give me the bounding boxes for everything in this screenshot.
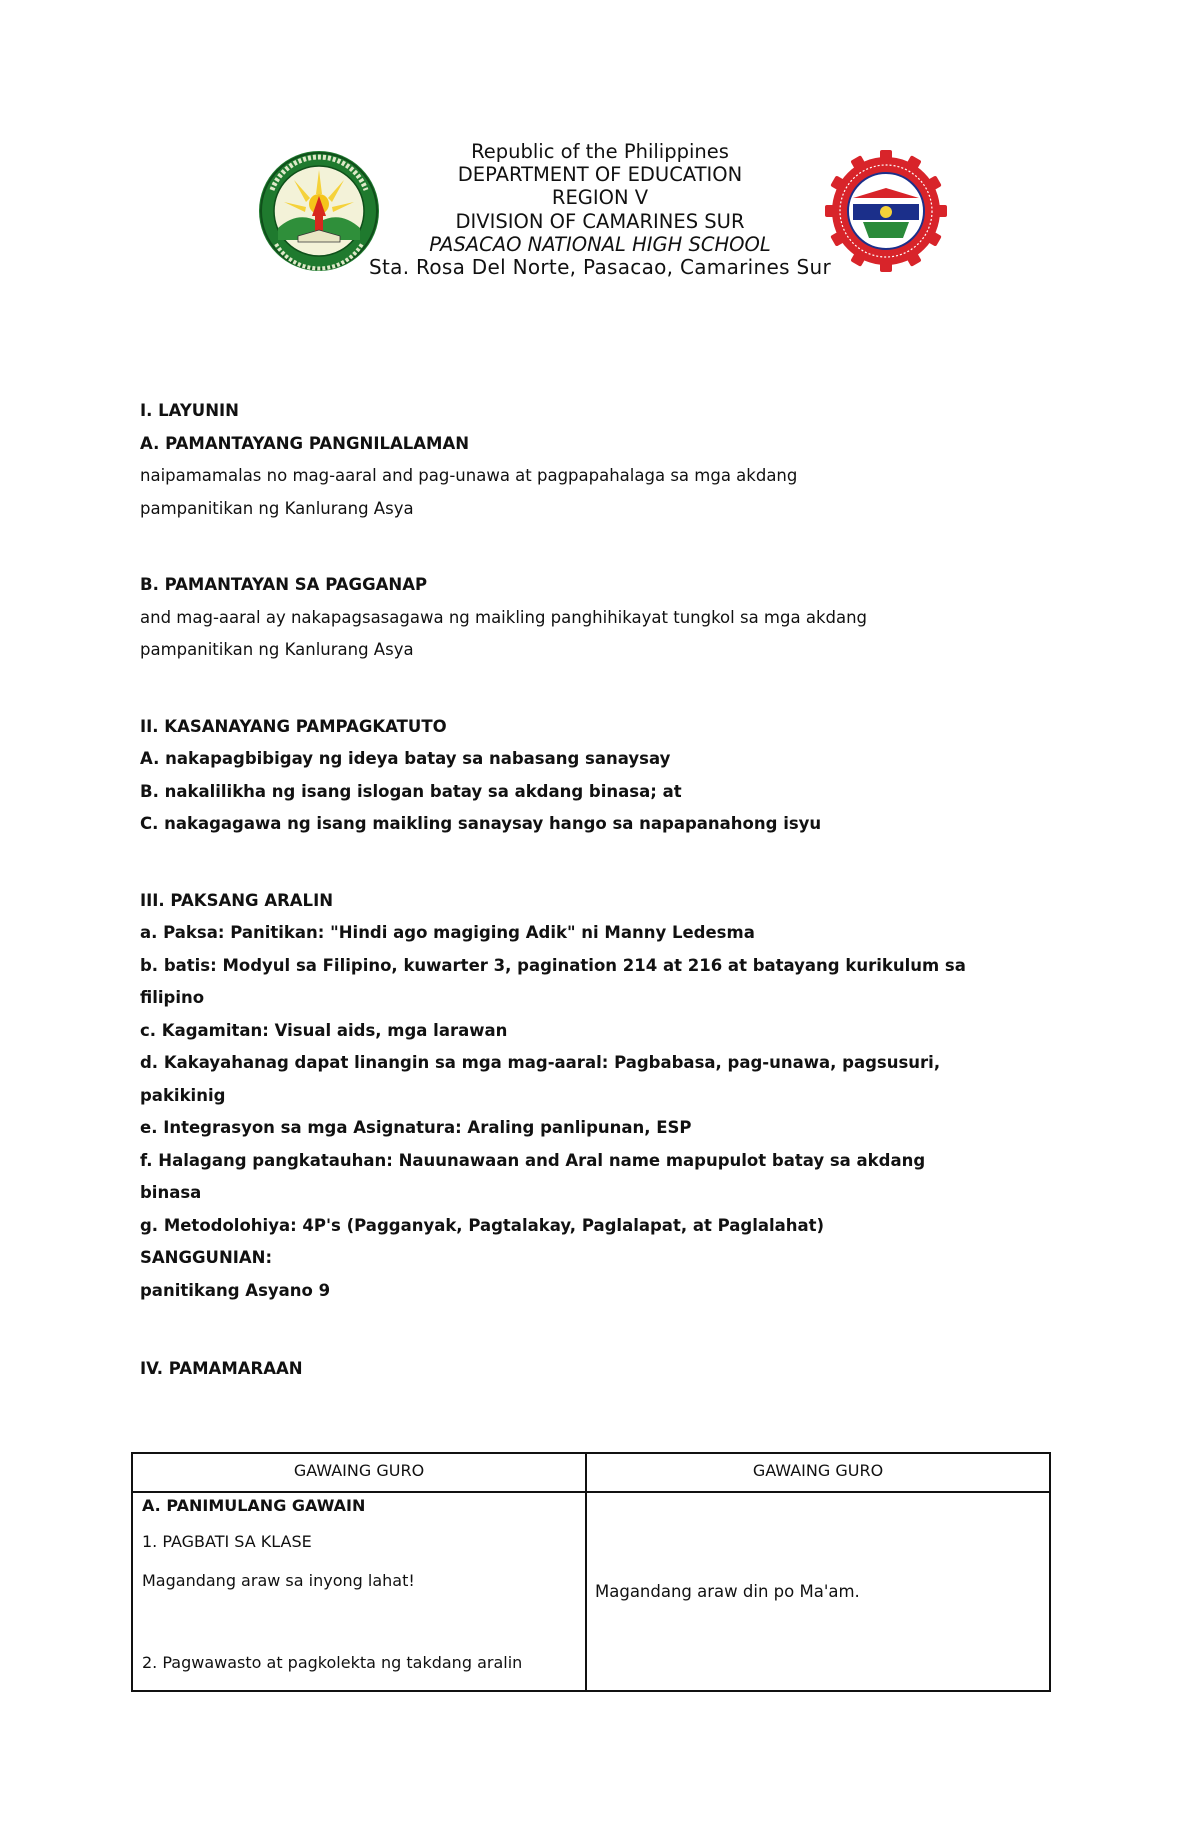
- table-cell-line: Magandang araw sa inyong lahat!: [142, 1571, 415, 1590]
- section-1b-title: B. PAMANTAYAN SA PAGGANAP: [140, 575, 428, 594]
- section-1-title: I. LAYUNIN: [140, 401, 239, 420]
- table-cell-line: 2. Pagwawasto at pagkolekta ng takdang aralin: [142, 1653, 523, 1672]
- section-3-line: d. Kakayahanag dapat linangin sa mga mag-aaral: Pagbabasa, pag-unawa, pagsusuri,: [140, 1053, 941, 1072]
- section-1a-text-line-1: naipamamalas no mag-aaral and pag-unawa at pagpapahalaga sa mga akdang: [140, 466, 798, 485]
- table-header-divider: [133, 1491, 1049, 1493]
- section-1a-title: A. PAMANTAYANG PANGNILALAMAN: [140, 433, 470, 453]
- lesson-plan-body: [140, 395, 1060, 1386]
- document-header: [0, 140, 1200, 279]
- table-header-col-1: GAWAING GURO: [293, 1461, 425, 1480]
- section-3-line: e. Integrasyon sa mga Asignatura: Araling panlipunan, ESP: [140, 1118, 692, 1137]
- section-3-line: f. Halagang pangkatauhan: Nauunawaan and Aral name mapupulot batay sa akdang: [140, 1150, 926, 1170]
- table-cell-student: Magandang araw din po Ma'am.: [595, 1582, 860, 1601]
- section-2-item: B. nakalilikha ng isang islogan batay sa akdang binasa; at: [140, 781, 682, 801]
- section-3-title: III. PAKSANG ARALIN: [140, 890, 334, 910]
- section-3-line: binasa: [140, 1183, 202, 1202]
- section-3-line: pakikinig: [140, 1085, 226, 1105]
- section-2-title: II. KASANAYANG PAMPAGKATUTO: [140, 716, 447, 736]
- activities-table: [131, 1452, 1051, 1692]
- header-republic: Republic of the Philippines: [471, 140, 729, 163]
- section-3-line: filipino: [140, 988, 205, 1007]
- table-cell-teacher: [142, 1494, 582, 1675]
- section-1b-text-line-2: pampanitikan ng Kanlurang Asya: [140, 640, 414, 659]
- section-1a-text-line-2: pampanitikan ng Kanlurang Asya: [140, 498, 414, 518]
- header-department: DEPARTMENT OF EDUCATION: [457, 163, 743, 187]
- section-3-line: g. Metodolohiya: 4P's (Pagganyak, Pagtalakay, Paglalapat, at Paglalahat): [140, 1215, 825, 1235]
- header-region: REGION V: [551, 186, 649, 210]
- section-3-line: b. batis: Modyul sa Filipino, kuwarter 3, pagination 214 at 216 at batayang kurikulum sa: [140, 955, 966, 975]
- section-3-line: c. Kagamitan: Visual aids, mga larawan: [140, 1020, 508, 1040]
- section-2-item: C. nakagagawa ng isang maikling sanaysay hango sa napapanahong isyu: [140, 814, 822, 833]
- section-1b-text-line-1: and mag-aaral ay nakapagsasagawa ng maikling panghihikayat tungkol sa mga akdang: [140, 607, 868, 627]
- section-4-title: IV. PAMAMARAAN: [140, 1359, 303, 1378]
- header-school-name: PASACAO NATIONAL HIGH SCHOOL: [429, 232, 771, 256]
- header-division: DIVISION OF CAMARINES SUR: [455, 209, 745, 233]
- table-cell-line: 1. PAGBATI SA KLASE: [142, 1532, 312, 1551]
- header-address: Sta. Rosa Del Norte, Pasacao, Camarines Sur: [369, 255, 831, 280]
- section-3-reference: panitikang Asyano 9: [140, 1280, 331, 1300]
- table-header-col-2: GAWAING GURO: [752, 1461, 884, 1480]
- section-3-line: a. Paksa: Panitikan: "Hindi ago magiging Adik" ni Manny Ledesma: [140, 923, 755, 942]
- section-3-references-label: SANGGUNIAN:: [140, 1248, 273, 1267]
- section-2-item: A. nakapagbibigay ng ideya batay sa nabasang sanaysay: [140, 749, 671, 768]
- table-cell-title: A. PANIMULANG GAWAIN: [142, 1496, 366, 1515]
